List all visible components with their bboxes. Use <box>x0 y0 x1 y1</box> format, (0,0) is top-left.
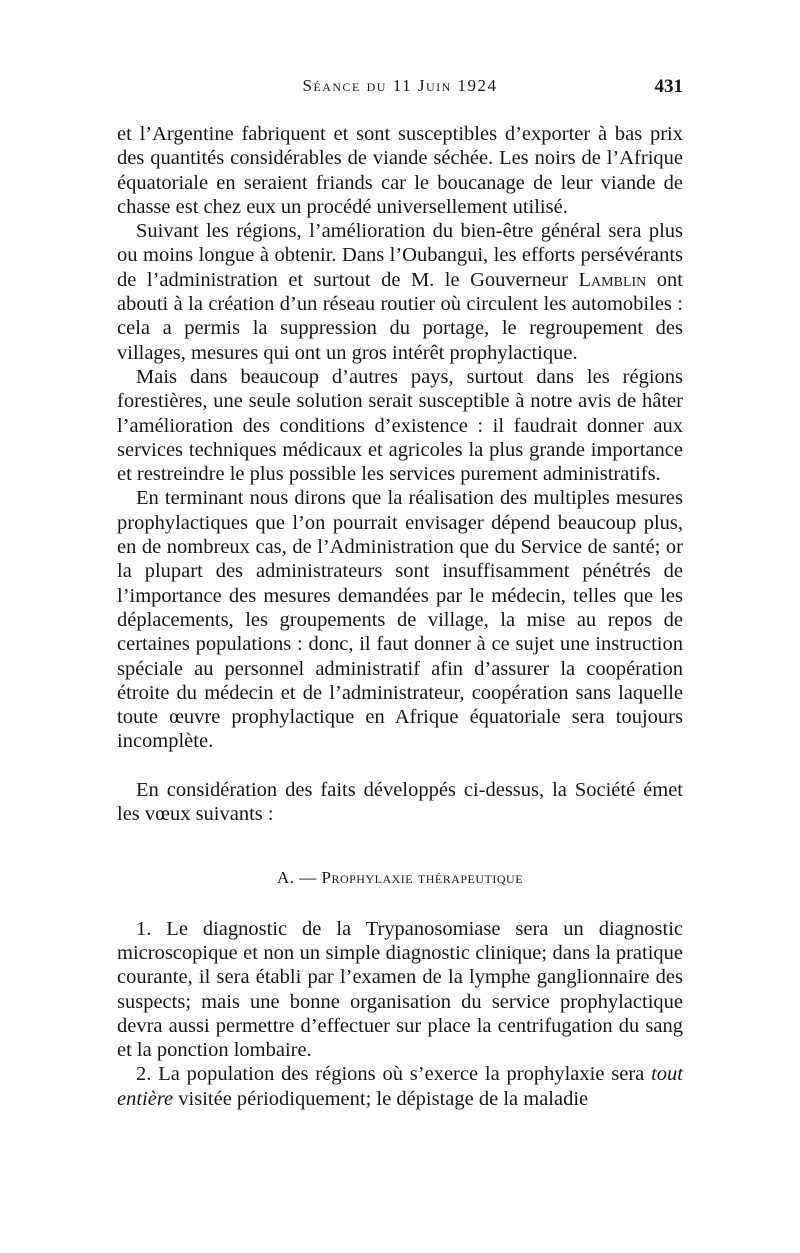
paragraph-2-end: ont abouti à la création d’un réseau routier où circulent les automobiles : cela a permis la suppression du portage, le regroupement des villages, mesures qui ont un gros intérêt prophylactique. <box>117 268 683 364</box>
paragraph-6: 1. Le diagnostic de la Trypanosomiase sera un diagnostic microscopique et non un simple diagnostic clinique; dans la pratique courante, il sera établi par l’examen de la lymphe ganglionnaire des suspects; mais une bonne organisation du service prophylactique devra aussi permettre d’effectuer sur place la centrifugation du sang et la ponction lombaire. <box>117 917 683 1062</box>
running-head: Séance du 11 Juin 1924 <box>302 76 498 95</box>
person-name: Lamblin <box>578 268 647 291</box>
paragraph-2 <box>117 219 683 365</box>
paragraph-3: Mais dans beaucoup d’autres pays, surtout dans les régions forestières, une seule solution serait susceptible à notre avis de hâter l’amélioration des conditions d’existence : il faudrait donner aux services techniques médicaux et agricoles la plus grande importance et restreindre le plus possible les services purement administratifs. <box>117 365 683 486</box>
paragraph-4: En terminant nous dirons que la réalisation des multiples mesures prophylactiques que l’on pourrait envisager dépend beaucoup plus, en de nombreux cas, de l’Administration que du Service de santé; or la plupart des administrateurs sont insuffisamment pénétrés de l’importance des mesures demandées par le médecin, telles que les déplacements, les groupements de village, la mise au repos de certaines populations : donc, il faut donner à ce sujet une instruction spéciale au personnel administratif afin d’assurer la coopération étroite du médecin et de l’administrateur, coopération sans laquelle toute œuvre prophylactique en Afrique équatoriale sera toujours incomplète. <box>117 487 683 753</box>
paragraph-7-end: visitée périodiquement; le dépistage de la maladie <box>173 1087 589 1110</box>
paragraph-7 <box>117 1062 683 1111</box>
section-heading: A. — Prophylaxie thérapeutique <box>276 868 524 888</box>
paragraph-1: et l’Argentine fabriquent et sont susceptibles d’exporter à bas prix des quantités considérables de viande séchée. Les noirs de l’Afrique équatoriale en seraient friands car le boucanage de leur viande de chasse est chez eux un procédé universellement utilisé. <box>117 123 683 218</box>
page-number: 431 <box>654 76 683 97</box>
emphasis-text: tout entière <box>117 1063 683 1110</box>
paragraph-7-start: 2. La population des régions où s’exerce la prophylaxie sera <box>136 1063 652 1086</box>
page-header <box>117 76 683 102</box>
paragraph-2-start: Suivant les régions, l’amélioration du bien-être général sera plus ou moins longue à obtenir. Dans l’Oubangui, les efforts persévérants de l’administration et surtout de M. le Gouverneur <box>117 220 683 291</box>
paragraph-5: En considération des faits développés ci-dessus, la Société émet les vœux suivants : <box>117 778 683 826</box>
body-text <box>117 122 683 1111</box>
